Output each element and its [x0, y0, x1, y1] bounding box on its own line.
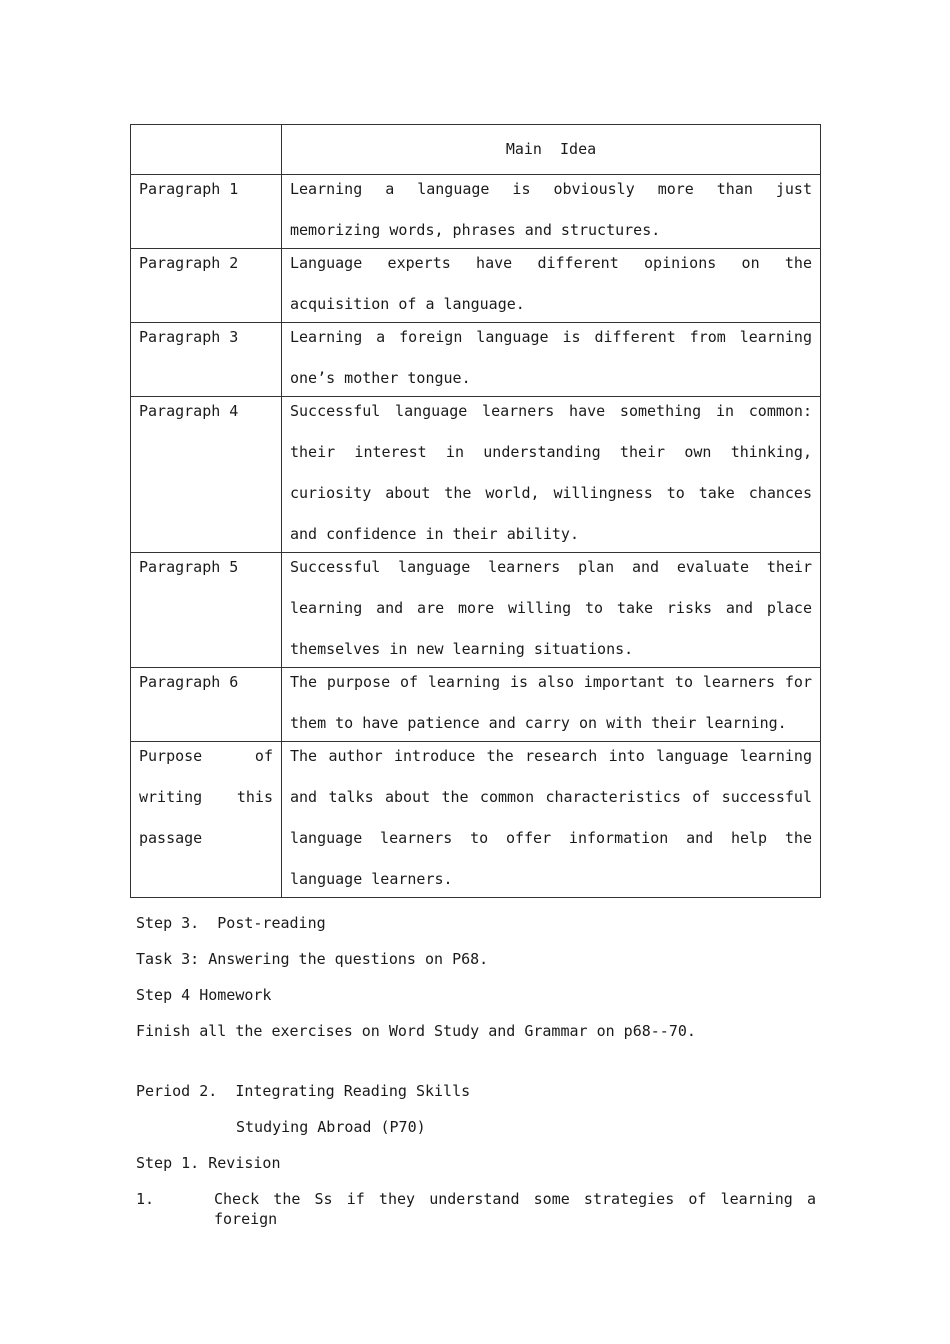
step1-heading: Step 1. Revision [136, 1154, 281, 1172]
table-row [131, 553, 821, 668]
homework-line: Finish all the exercises on Word Study and Grammar on p68--70. [136, 1022, 696, 1040]
list-item-text: Check the Ss if they understand some strategies of learning a foreign [214, 1190, 816, 1228]
table-row [131, 742, 821, 898]
row-label: Paragraph 2 [131, 249, 282, 323]
step4-heading: Step 4 Homework [136, 986, 272, 1004]
row-label: Paragraph 1 [131, 175, 282, 249]
row-idea: Learning a language is obviously more than just memorizing words, phrases and structures. [282, 175, 821, 249]
list-item [136, 1189, 816, 1229]
row-idea: The purpose of learning is also important to learners for them to have patience and carry on with their learning. [282, 668, 821, 742]
period2-heading: Period 2. Integrating Reading Skills [136, 1082, 471, 1100]
row-idea: Successful language learners have something in common: their interest in understanding their own thinking, curiosity about the world, willingness to take chances and confidence in their ability. [282, 397, 821, 553]
row-idea: Successful language learners plan and evaluate their learning and are more willing to take risks and place themselves in new learning situations. [282, 553, 821, 668]
list-item-number: 1. [136, 1190, 155, 1208]
row-idea: Language experts have different opinions on the acquisition of a language. [282, 249, 821, 323]
row-label: Paragraph 4 [131, 397, 282, 553]
task3-line: Task 3: Answering the questions on P68. [136, 950, 489, 968]
table-row [131, 249, 821, 323]
table-row [131, 323, 821, 397]
row-label: Purpose of writing this passage [131, 742, 282, 898]
table-row [131, 668, 821, 742]
table-row [131, 397, 821, 553]
table-row [131, 175, 821, 249]
studying-abroad-subtitle: Studying Abroad (P70) [236, 1118, 426, 1136]
header-empty-cell [131, 125, 282, 175]
row-idea: The author introduce the research into language learning and talks about the common characteristics of successful language learners to offer information and help the language learners. [282, 742, 821, 898]
header-main-idea: Main Idea [282, 125, 821, 175]
table-header-row [131, 125, 821, 175]
row-label: Paragraph 3 [131, 323, 282, 397]
main-idea-table [130, 124, 821, 898]
row-label: Paragraph 6 [131, 668, 282, 742]
row-idea: Learning a foreign language is different from learning one’s mother tongue. [282, 323, 821, 397]
row-label: Paragraph 5 [131, 553, 282, 668]
step3-heading: Step 3. Post-reading [136, 914, 326, 932]
